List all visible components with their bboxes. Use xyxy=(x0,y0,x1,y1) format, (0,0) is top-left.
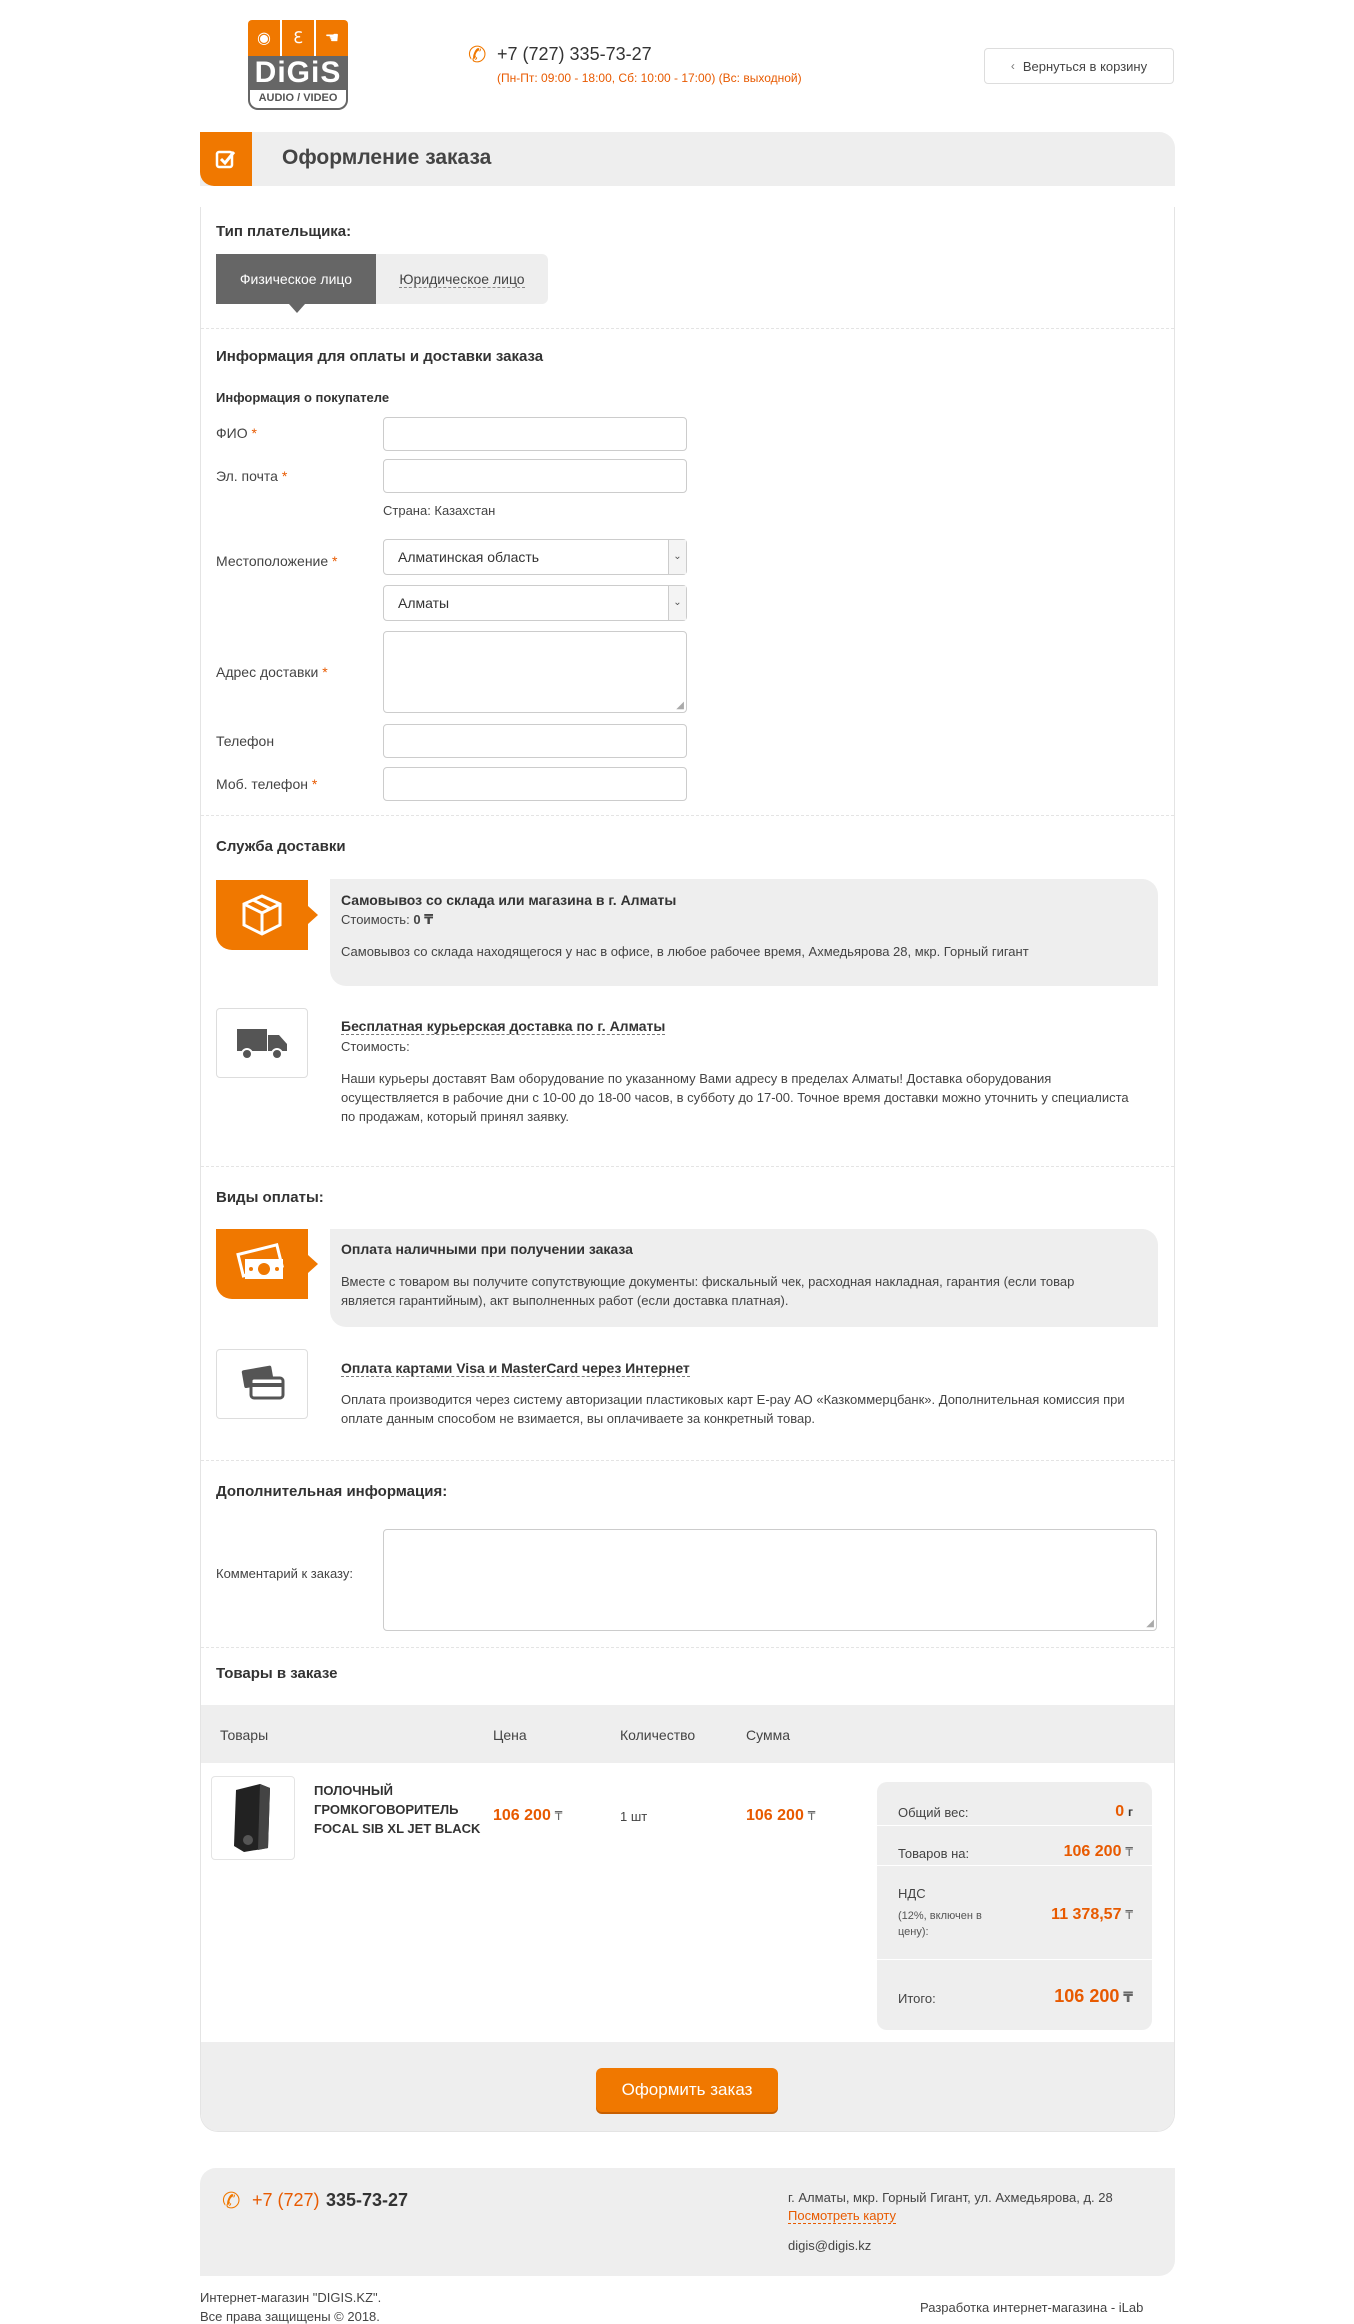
divider xyxy=(201,815,1174,816)
resize-grip-icon[interactable]: ◢ xyxy=(1146,1618,1154,1629)
country-text: Страна: Казахстан xyxy=(383,503,496,518)
speaker-icon xyxy=(228,1780,278,1856)
copyright-line-1: Интернет-магазин "DIGIS.KZ". xyxy=(200,2290,382,2305)
delivery-option-courier-icon[interactable] xyxy=(216,1008,308,1078)
info-section-title: Информация для оплаты и доставки заказа xyxy=(216,348,544,365)
vat-value: 11 378,57 ₸ xyxy=(1051,1906,1133,1923)
tab-individual[interactable]: Физическое лицо xyxy=(216,254,376,304)
site-footer xyxy=(200,2168,1175,2276)
phone-icon: ✆ xyxy=(222,2188,241,2213)
resize-grip-icon[interactable]: ◢ xyxy=(676,700,684,711)
cash-description: Вместе с товаром вы получите сопутствующие документы: фискальный чек, расходная накладная, гарантия (если товар является гарантийным), акт выполненных работ (если доставка платная). xyxy=(341,1274,1075,1308)
total-label: Итого: xyxy=(898,1991,936,2006)
name-input[interactable] xyxy=(383,417,687,451)
pickup-title: Самовывоз со склада или магазина в г. Алматы xyxy=(341,892,677,908)
product-quantity: 1 шт xyxy=(620,1809,648,1824)
divider xyxy=(201,1647,1174,1648)
mobile-input[interactable] xyxy=(383,767,687,801)
truck-icon xyxy=(235,1025,289,1061)
email-label: Эл. почта * xyxy=(216,468,288,484)
divider xyxy=(201,1460,1174,1461)
footer-phone-number[interactable]: 335-73-27 xyxy=(326,2190,409,2210)
header-phone[interactable]: +7 (727) 335-73-27 xyxy=(497,44,652,64)
view-map-link[interactable]: Посмотреть карту xyxy=(788,2208,897,2223)
product-image[interactable] xyxy=(211,1776,295,1860)
region-select[interactable]: Алматинская область ⌄ xyxy=(383,539,687,575)
page-title: Оформление заказа xyxy=(282,146,492,169)
col-goods: Товары xyxy=(220,1727,269,1743)
col-quantity: Количество xyxy=(620,1727,696,1743)
address-textarea[interactable] xyxy=(383,631,687,713)
email-input[interactable] xyxy=(383,459,687,493)
place-order-button[interactable]: Оформить заказ xyxy=(596,2068,778,2112)
courier-description: Наши курьеры доставят Вам оборудование по указанному Вами адресу в пределах Алматы! Доставка оборудования осуществляется в рабочие дни с 10-00 до 18-00 часов, в субботу до 17-00. Точное время доставки можно уточнить у специалиста по продажам, который принял заявку. xyxy=(341,1071,1129,1124)
tab-legal-entity[interactable] xyxy=(376,254,548,304)
total-value: 106 200 ₸ xyxy=(1054,1986,1133,2006)
vat-note: (12%, включен в цену): xyxy=(898,1910,982,1938)
delivery-section-title: Служба доставки xyxy=(216,838,346,855)
divider xyxy=(201,328,1174,329)
delivery-option-pickup-icon[interactable] xyxy=(216,880,308,950)
eye-icon: ◉ xyxy=(248,20,282,56)
chevron-left-icon: ‹ xyxy=(1010,59,1015,73)
footer-phone-code[interactable]: +7 (727) xyxy=(252,2190,320,2210)
developer-credit[interactable]: Разработка интернет-магазина - iLab xyxy=(920,2300,1144,2315)
weight-label: Общий вес: xyxy=(898,1805,969,1820)
tab-legal-entity-label: Юридическое лицо xyxy=(399,270,525,287)
copyright-line-2: Все права защищены © 2018. xyxy=(200,2309,380,2324)
courier-title[interactable]: Бесплатная курьерская доставка по г. Алматы xyxy=(341,1018,666,1034)
pickup-cost: Стоимость: 0 ₸ xyxy=(341,912,434,927)
card-title[interactable]: Оплата картами Visa и MasterCard через Интернет xyxy=(341,1360,690,1376)
card-description: Оплата производится через систему авторизации пластиковых карт E-pay АО «Казкоммерцбанк». Дополнительная комиссия при оплате данным способом не взимается, вы оплачиваете за конкретный товар. xyxy=(341,1392,1125,1426)
phone-label: Телефон xyxy=(216,733,275,749)
buyer-info-subtitle: Информация о покупателе xyxy=(216,390,390,405)
phone-icon: ✆ xyxy=(468,42,487,67)
footer-address: г. Алматы, мкр. Горный Гигант, ул. Ахмедьярова, д. 28 xyxy=(788,2190,1113,2205)
comment-label: Комментарий к заказу: xyxy=(216,1566,353,1581)
comment-textarea[interactable] xyxy=(383,1529,1157,1631)
logo-subtext: AUDIO / VIDEO xyxy=(248,90,348,110)
box-icon xyxy=(239,892,285,938)
vat-label: НДС xyxy=(898,1886,926,1901)
back-to-cart-label: Вернуться в корзину xyxy=(1022,58,1148,74)
col-price: Цена xyxy=(493,1727,527,1743)
weight-value: 0 г xyxy=(1115,1803,1133,1820)
extra-section-title: Дополнительная информация: xyxy=(216,1483,448,1500)
name-label: ФИО * xyxy=(216,425,257,441)
digis-logo[interactable] xyxy=(248,20,348,110)
goods-total-value: 106 200 ₸ xyxy=(1063,1843,1133,1860)
phone-input[interactable] xyxy=(383,724,687,758)
chevron-down-icon: ⌄ xyxy=(668,586,686,620)
back-to-cart-button[interactable] xyxy=(984,48,1174,84)
footer-email[interactable]: digis@digis.kz xyxy=(788,2238,872,2253)
logo-text: DiGiS xyxy=(248,56,348,90)
payer-type-label: Тип плательщика: xyxy=(216,223,352,240)
divider xyxy=(201,1166,1174,1167)
courier-cost: Стоимость: xyxy=(341,1039,410,1054)
col-sum: Сумма xyxy=(746,1727,790,1743)
product-price: 106 200 ₸ xyxy=(493,1807,563,1824)
checklist-icon xyxy=(200,132,252,186)
location-label: Местоположение * xyxy=(216,553,338,569)
payment-option-cash-icon[interactable] xyxy=(216,1229,308,1299)
payment-option-card-icon[interactable] xyxy=(216,1349,308,1419)
credit-card-icon xyxy=(237,1364,287,1404)
product-name[interactable]: ПОЛОЧНЫЙ ГРОМКОГОВОРИТЕЛЬ FOCAL SIB XL JET BLACK xyxy=(314,1783,481,1836)
hand-icon: ☚ xyxy=(324,30,340,47)
payment-section-title: Виды оплаты: xyxy=(216,1189,324,1206)
goods-total-label: Товаров на: xyxy=(898,1846,970,1861)
product-sum: 106 200 ₸ xyxy=(746,1807,816,1824)
cash-icon xyxy=(235,1243,289,1285)
ear-icon: ℇ xyxy=(282,20,316,56)
city-select[interactable]: Алматы ⌄ xyxy=(383,585,687,621)
mobile-label: Моб. телефон * xyxy=(216,776,318,792)
header-hours: (Пн-Пт: 09:00 - 18:00, Сб: 10:00 - 17:00) (Вс: выходной) xyxy=(497,71,802,85)
pickup-description: Самовывоз со склада находящегося у нас в офисе, в любое рабочее время, Ахмедьярова 28, мкр. Горный гигант xyxy=(341,944,1029,959)
chevron-down-icon: ⌄ xyxy=(668,540,686,574)
cash-title: Оплата наличными при получении заказа xyxy=(341,1241,633,1257)
address-label: Адрес доставки * xyxy=(216,664,328,680)
goods-section-title: Товары в заказе xyxy=(216,1665,338,1682)
